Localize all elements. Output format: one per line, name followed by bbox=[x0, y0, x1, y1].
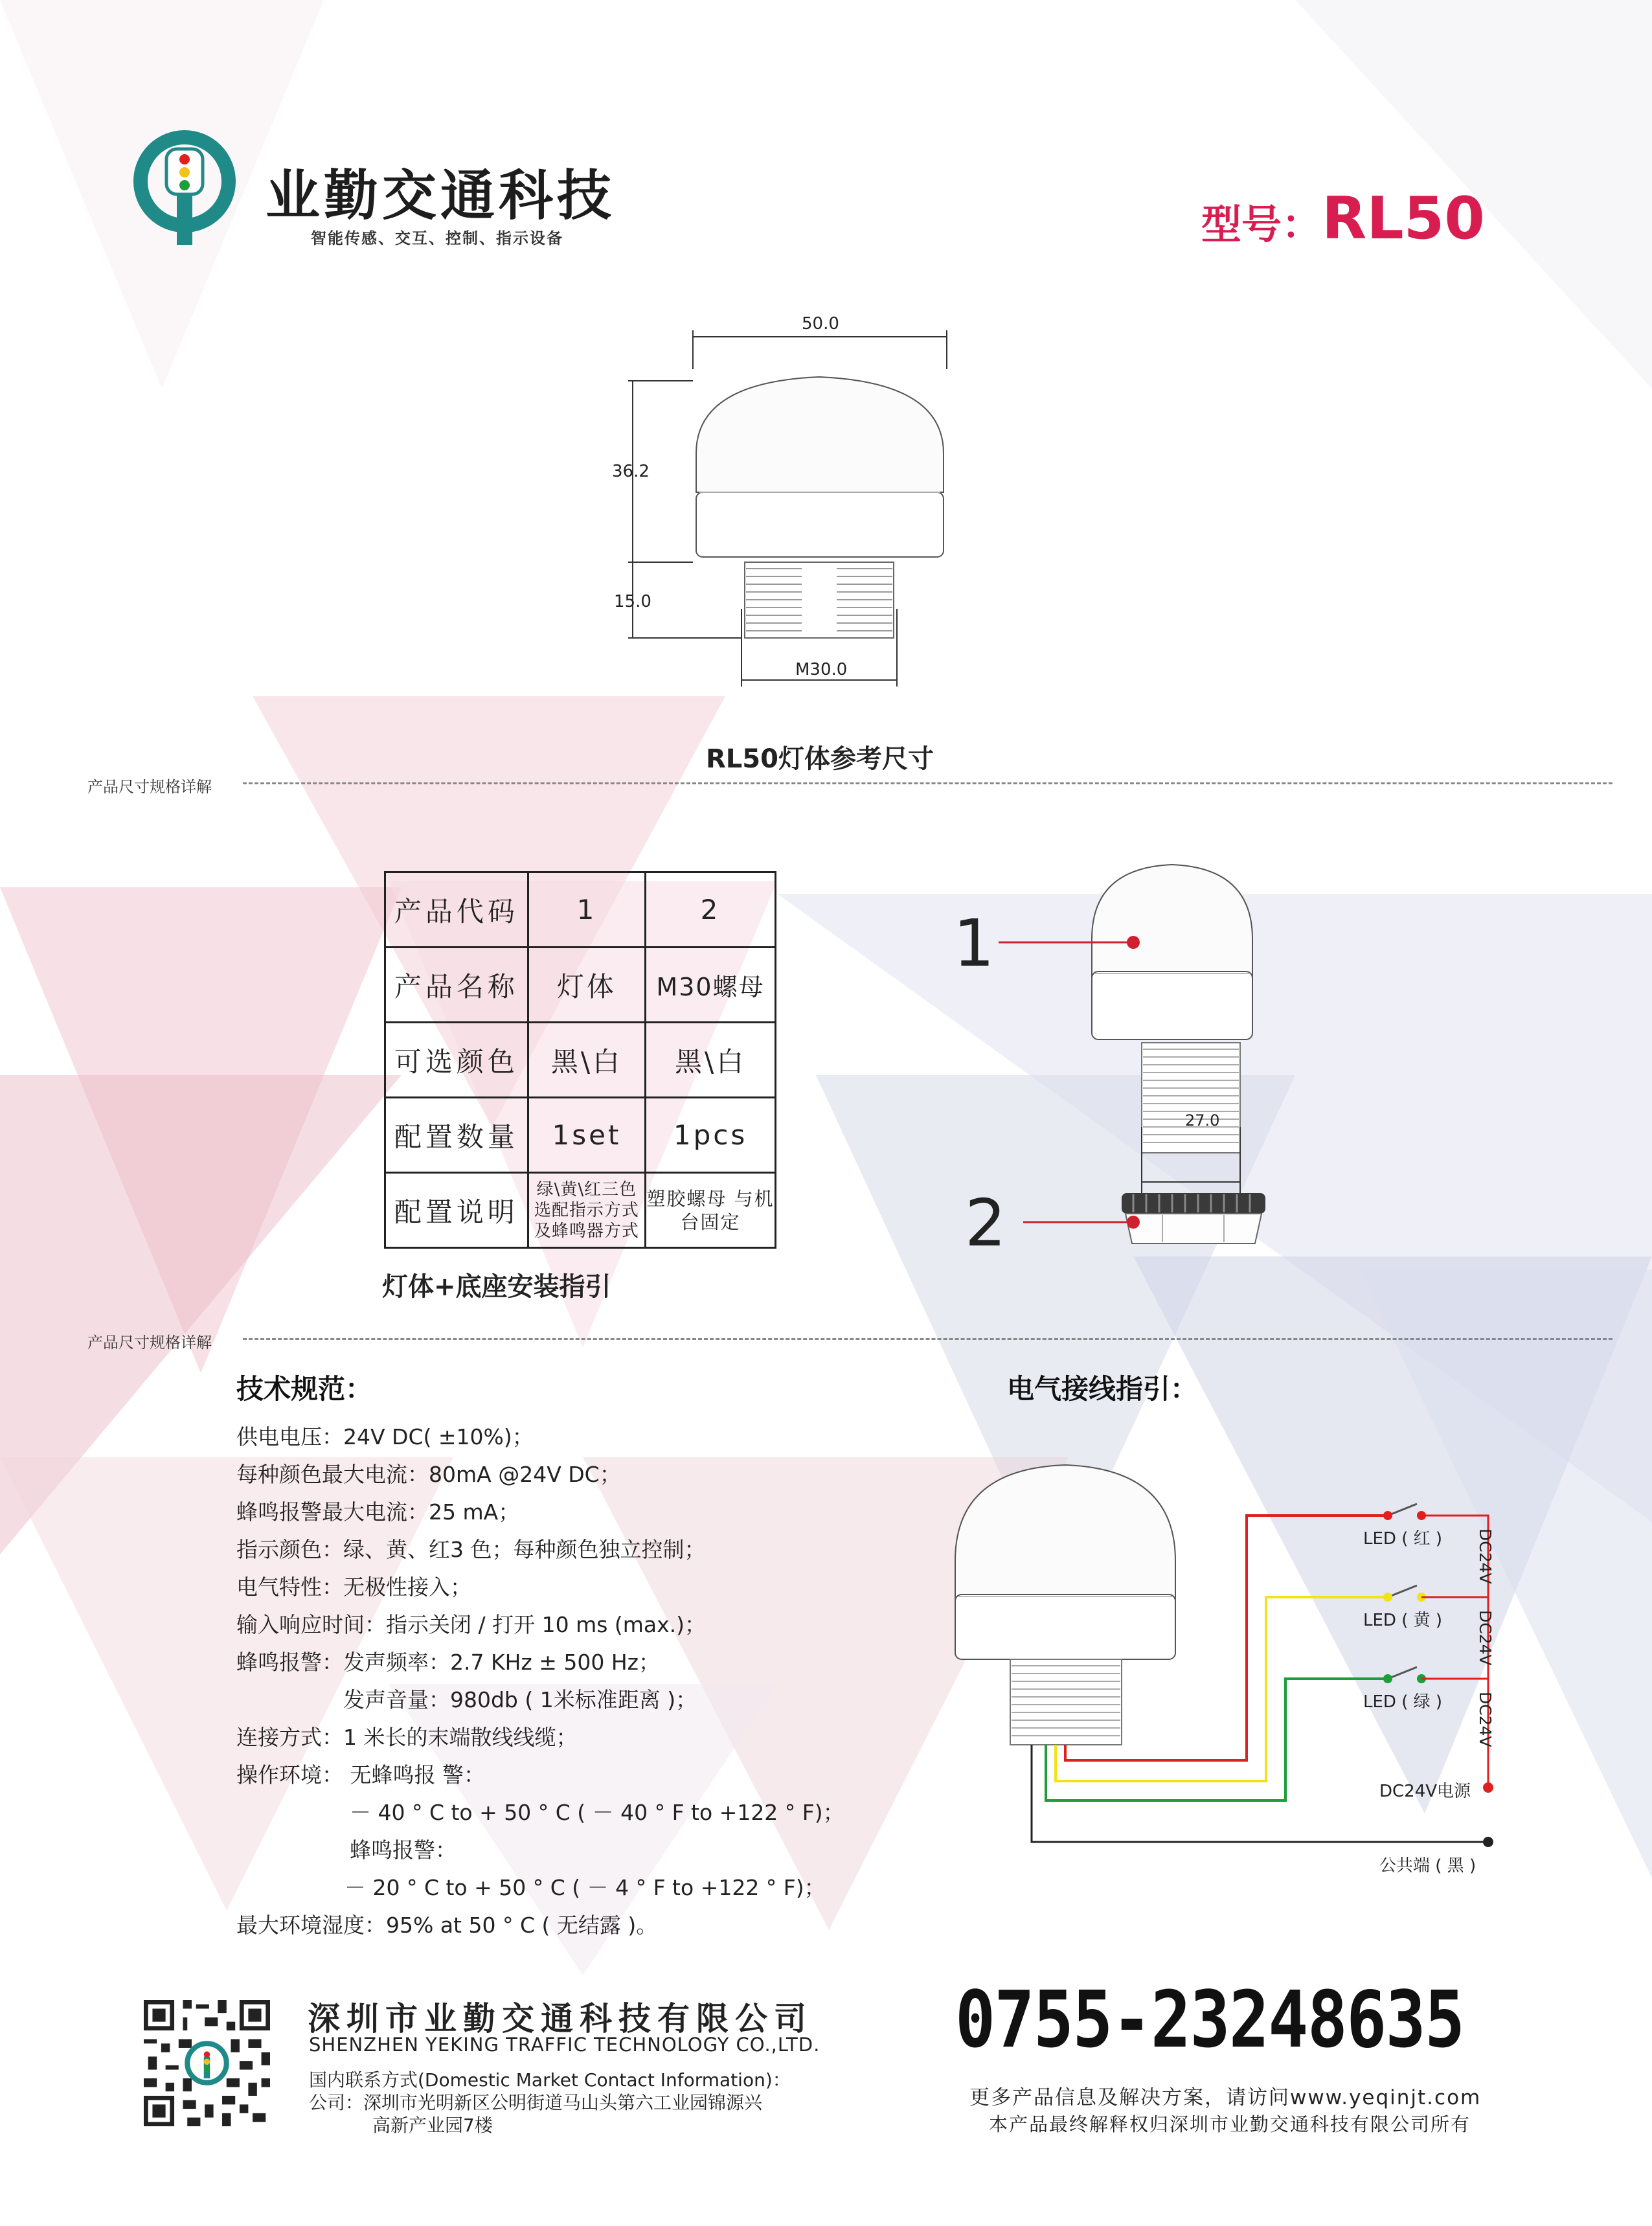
power-label: DC24V电源 bbox=[1379, 1782, 1471, 1801]
tech-title: 技术规范： bbox=[236, 1373, 373, 1405]
tech-line: 蜂鸣报警：发声频率：2.7 KHz ± 500 Hz； bbox=[236, 1650, 660, 1675]
led-red-label: LED ( 红 ) bbox=[1363, 1529, 1443, 1549]
section-divider bbox=[243, 782, 1612, 784]
table-cell: 配置说明 bbox=[385, 1173, 528, 1248]
table-row bbox=[385, 948, 776, 1023]
table-cell: 产品名称 bbox=[385, 948, 528, 1023]
tech-line: 蜂鸣报警最大电流：25 mA； bbox=[236, 1499, 520, 1525]
common-label: 公共端 ( 黑 ) bbox=[1379, 1856, 1477, 1876]
brand-slogan: 智能传感、交互、控制、指示设备 bbox=[311, 229, 563, 247]
qr-code-icon bbox=[144, 2000, 270, 2126]
table-cell: 配置数量 bbox=[385, 1098, 528, 1173]
table-cell: 黑\白 bbox=[646, 1023, 776, 1098]
brand-name: 业勤交通科技 bbox=[266, 164, 616, 227]
dimension-caption: RL50灯体参考尺寸 bbox=[706, 744, 934, 774]
table-cell: 1pcs bbox=[646, 1098, 776, 1173]
table-cell: 塑胶螺母 与机台固定 bbox=[646, 1173, 776, 1248]
dc24v-label: DC24V bbox=[1476, 1610, 1495, 1666]
table-row bbox=[385, 1098, 776, 1173]
contact-label: 国内联系方式(Domestic Market Contact Information)： bbox=[309, 2069, 791, 2091]
dimension-drawing bbox=[596, 304, 984, 699]
dim-thread-height: 15.0 bbox=[614, 592, 651, 611]
dim-thread-27: 27.0 bbox=[1185, 1111, 1220, 1130]
website-text: 更多产品信息及解决方案，请访问www.yeqinjt.com bbox=[969, 2086, 1482, 2109]
tech-line: 蜂鸣报警： bbox=[350, 1837, 457, 1863]
section-note: 产品尺寸规格详解 bbox=[87, 1334, 212, 1352]
dc24v-label: DC24V bbox=[1476, 1692, 1495, 1747]
table-row bbox=[385, 872, 776, 948]
table-cell: 黑\白 bbox=[528, 1023, 645, 1098]
led-yellow-label: LED ( 黄 ) bbox=[1363, 1611, 1443, 1630]
tech-line: 电气特性：无极性接入； bbox=[236, 1574, 471, 1600]
dim-thread: M30.0 bbox=[795, 660, 848, 679]
table-row bbox=[385, 1023, 776, 1098]
table-cell: 1 bbox=[528, 872, 645, 948]
tech-line: 发声音量：980db ( 1米标准距离 )； bbox=[343, 1687, 697, 1712]
tech-line: 操作环境： 无蜂鸣报 警： bbox=[236, 1762, 485, 1788]
tech-line: 最大环境湿度：95% at 50 ° C ( 无结露 )。 bbox=[236, 1913, 658, 1938]
wiring-diagram bbox=[945, 1451, 1567, 1891]
wiring-title: 电气接线指引： bbox=[1007, 1373, 1198, 1405]
company-name-cn: 深圳市业勤交通科技有限公司 bbox=[308, 2000, 813, 2038]
table-row bbox=[385, 1173, 776, 1248]
table-cell: M30螺母 bbox=[646, 948, 776, 1023]
rights-text: 本产品最终解释权归深圳市业勤交通科技有限公司所有 bbox=[989, 2113, 1471, 2135]
tech-line: － 40 ° C to + 50 ° C ( － 40 ° F to +122 ° F)； bbox=[350, 1800, 844, 1825]
table-cell: 绿\黄\红三色 选配指示方式 及蜂鸣器方式 bbox=[528, 1173, 645, 1248]
dim-width: 50.0 bbox=[802, 314, 839, 334]
model-heading bbox=[1201, 185, 1485, 253]
dim-body-height: 36.2 bbox=[612, 462, 650, 481]
logo-icon bbox=[133, 130, 236, 246]
tech-line: 指示颜色：绿、黄、红3 色；每种颜色独立控制； bbox=[236, 1537, 706, 1562]
address-line: 公司：深圳市光明新区公明街道马山头第六工业园锦源兴 bbox=[309, 2092, 763, 2113]
section-divider bbox=[243, 1338, 1612, 1340]
model-value: RL50 bbox=[1322, 185, 1485, 253]
tech-line: － 20 ° C to + 50 ° C ( － 4 ° F to +122 ° F)； bbox=[345, 1875, 826, 1900]
table-cell: 1set bbox=[528, 1098, 645, 1173]
table-cell: 产品代码 bbox=[385, 872, 528, 948]
tech-line: 供电电压：24V DC( ±10%)； bbox=[236, 1424, 534, 1449]
table-cell: 2 bbox=[646, 872, 776, 948]
table-cell: 可选颜色 bbox=[385, 1023, 528, 1098]
part-number-1: 1 bbox=[953, 905, 995, 981]
section-note: 产品尺寸规格详解 bbox=[87, 778, 212, 796]
company-name-en: SHENZHEN YEKING TRAFFIC TECHNOLOGY CO.,LTD. bbox=[309, 2034, 820, 2056]
model-label: 型号： bbox=[1201, 201, 1322, 248]
table-cell: 灯体 bbox=[528, 948, 645, 1023]
phone-number: 0755-23248635 bbox=[955, 1975, 1464, 2065]
address-line: 高新产业园7楼 bbox=[372, 2115, 493, 2136]
spec-table bbox=[384, 871, 776, 1249]
led-green-label: LED ( 绿 ) bbox=[1363, 1692, 1443, 1712]
tech-line: 输入响应时间：指示关闭 / 打开 10 ms (max.)； bbox=[236, 1612, 707, 1637]
dc24v-label: DC24V bbox=[1476, 1528, 1495, 1584]
tech-line: 连接方式：1 米长的末端散线线缆； bbox=[236, 1725, 578, 1750]
part-number-2: 2 bbox=[965, 1185, 1006, 1261]
table-caption: 灯体+底座安装指引 bbox=[382, 1272, 611, 1302]
tech-line: 每种颜色最大电流：80mA @24V DC； bbox=[236, 1462, 621, 1487]
